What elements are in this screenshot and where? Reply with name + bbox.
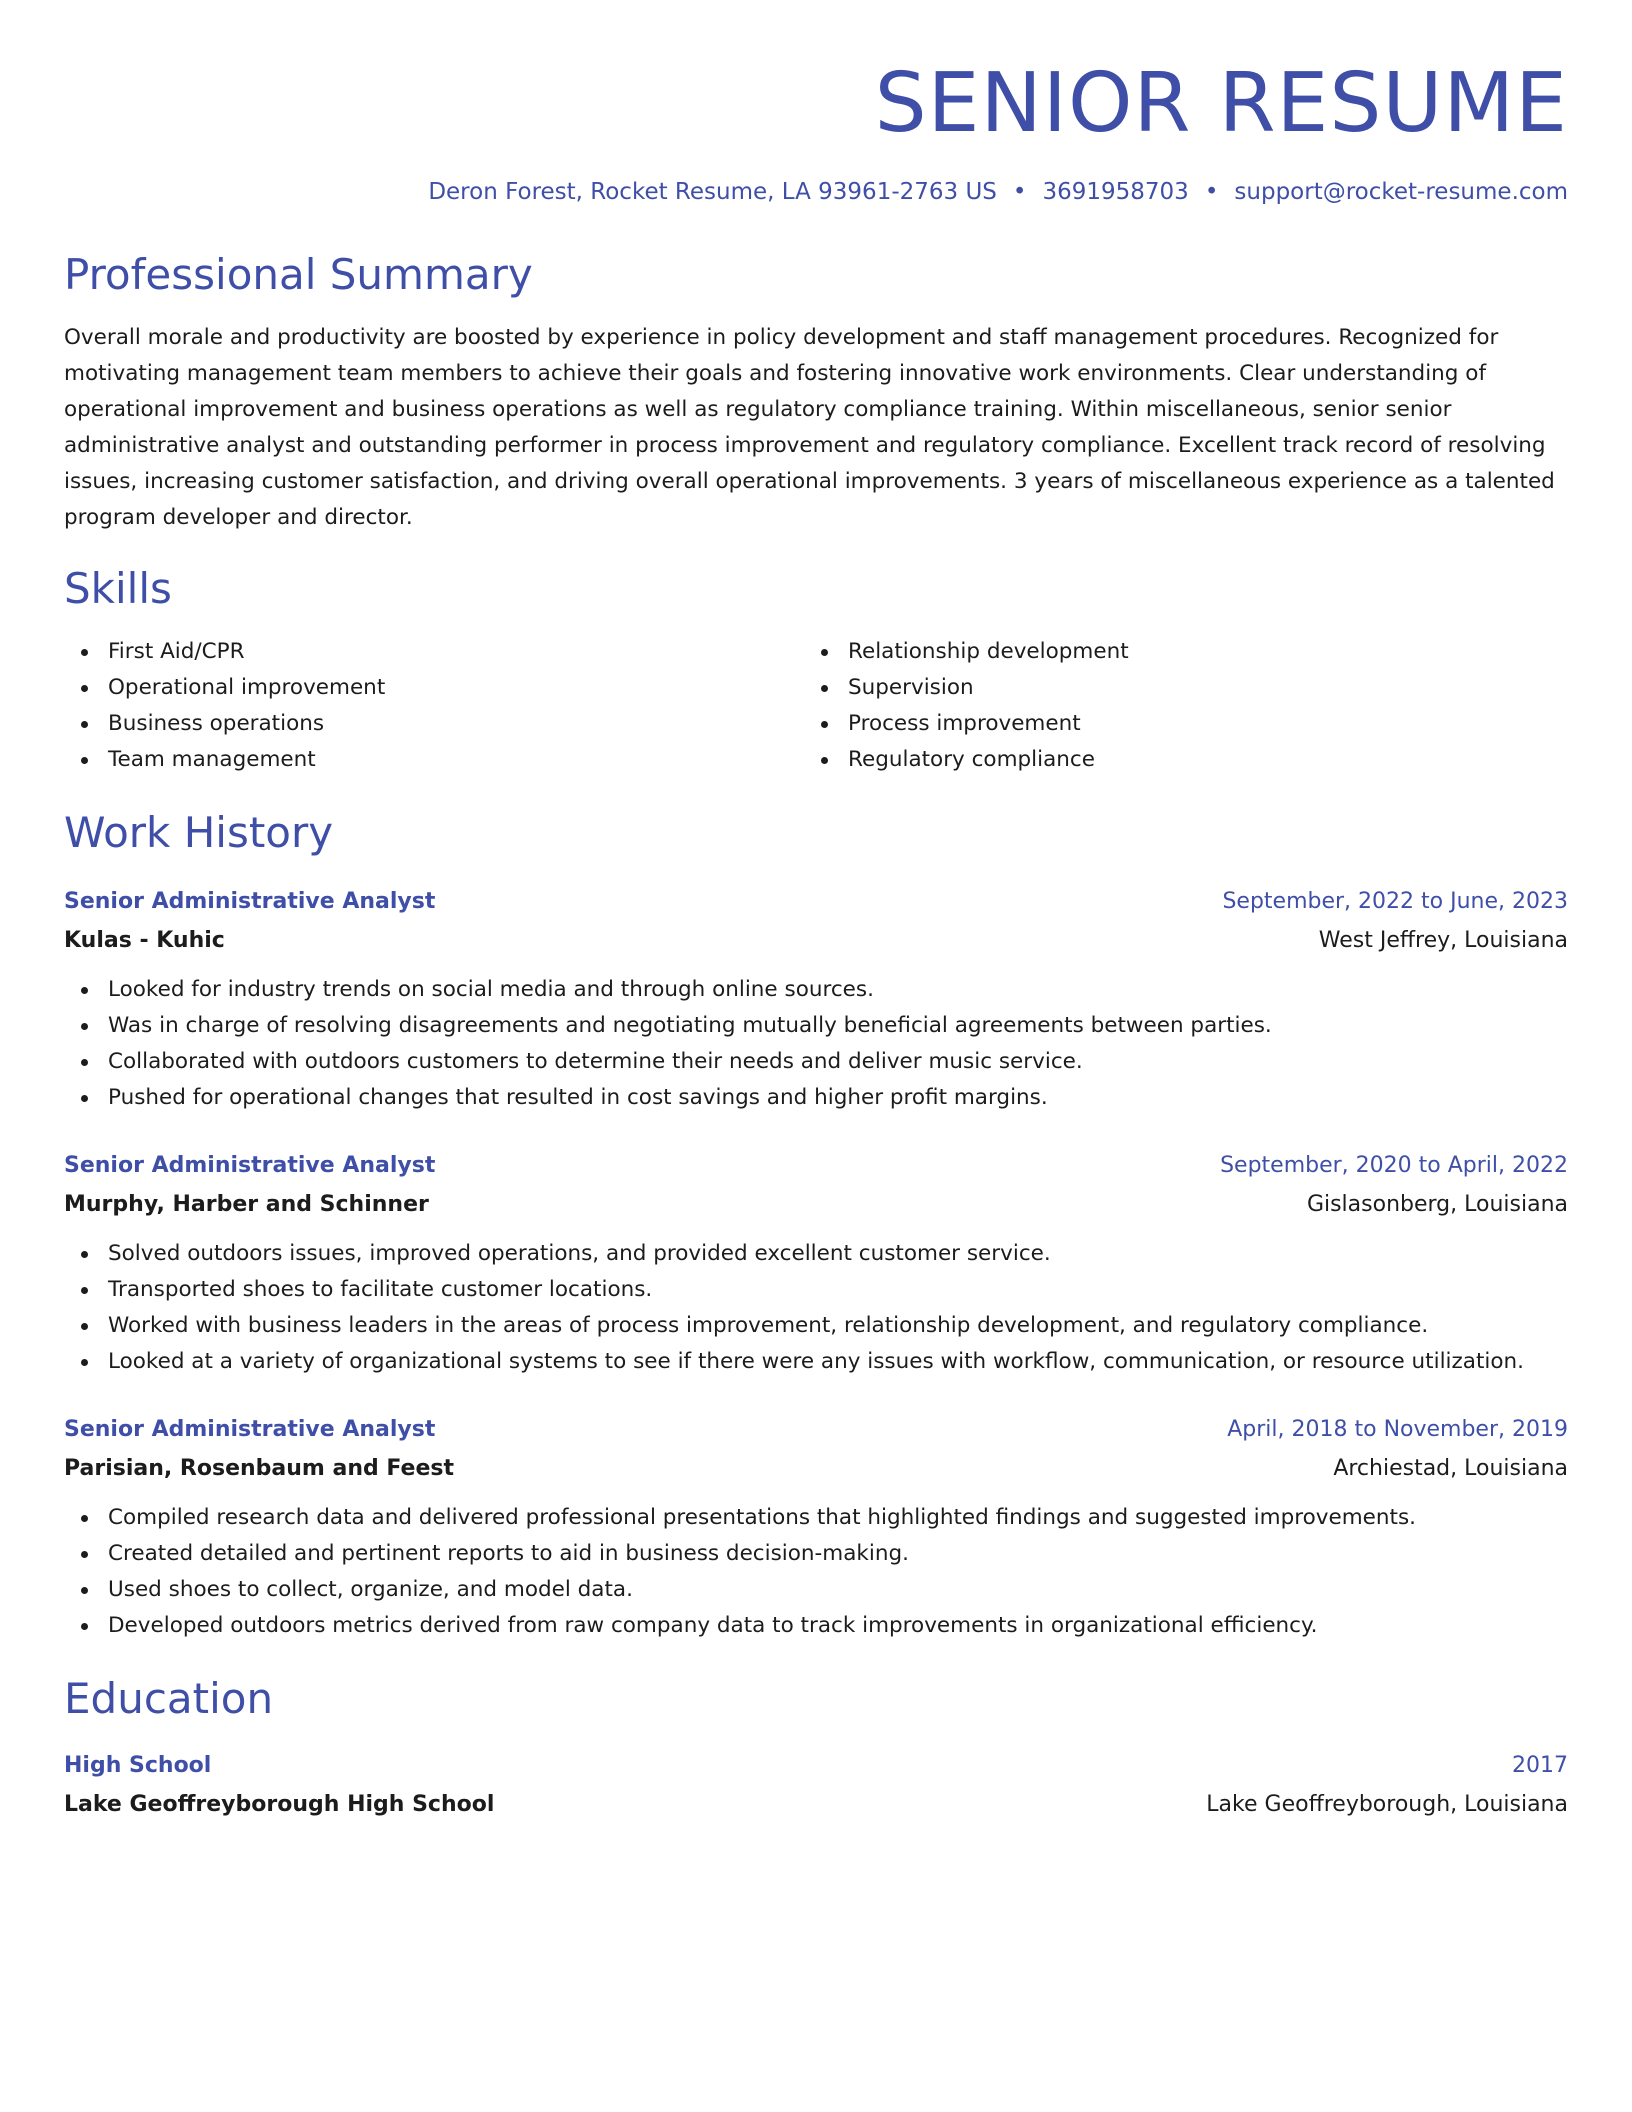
job-duty: Compiled research data and delivered professional presentations that highlighted findings and suggested improvements.: [64, 1500, 1568, 1536]
job-company: Parisian, Rosenbaum and Feest: [64, 1456, 455, 1481]
job-duty: Looked for industry trends on social media and through online sources.: [64, 972, 1568, 1008]
job-duty: Transported shoes to facilitate customer locations.: [64, 1272, 1568, 1308]
skill-item: Relationship development: [804, 634, 1568, 670]
job-entry: [64, 1146, 1568, 1380]
job-duty: Worked with business leaders in the areas of process improvement, relationship development, and regulatory compliance.: [64, 1308, 1568, 1344]
job-duty: Was in charge of resolving disagreements and negotiating mutually beneficial agreements between parties.: [64, 1008, 1568, 1044]
skill-item: Process improvement: [804, 706, 1568, 742]
job-duty: Pushed for operational changes that resulted in cost savings and higher profit margins.: [64, 1080, 1568, 1116]
job-title: Senior Administrative Analyst: [64, 1153, 436, 1178]
job-duty: Looked at a variety of organizational systems to see if there were any issues with workflow, communication, or resource utilization.: [64, 1344, 1568, 1380]
job-entry: [64, 1410, 1568, 1644]
education-heading: Education: [64, 1674, 274, 1723]
job-company: Kulas - Kuhic: [64, 928, 225, 953]
contact-phone: 3691958703: [1042, 179, 1189, 205]
skills-list: [64, 634, 1568, 778]
skills-column-left: [64, 634, 804, 778]
education-location: Lake Geoffreyborough, Louisiana: [1206, 1792, 1568, 1817]
skill-item: Supervision: [804, 670, 1568, 706]
resume-title: SENIOR RESUME: [874, 56, 1568, 151]
job-duties: [64, 1500, 1568, 1644]
job-location: Archiestad, Louisiana: [1333, 1456, 1568, 1481]
job-location: West Jeffrey, Louisiana: [1318, 928, 1568, 953]
job-dates: September, 2022 to June, 2023: [1222, 889, 1568, 914]
job-duty: Solved outdoors issues, improved operations, and provided excellent customer service.: [64, 1236, 1568, 1272]
skills-heading: Skills: [64, 564, 172, 613]
skills-column-right: [804, 634, 1568, 778]
education-degree: High School: [64, 1753, 212, 1778]
job-dates: September, 2020 to April, 2022: [1220, 1153, 1568, 1178]
contact-address: Deron Forest, Rocket Resume, LA 93961-2763 US: [428, 179, 997, 205]
job-duty: Developed outdoors metrics derived from raw company data to track improvements in organizational efficiency.: [64, 1608, 1568, 1644]
education-year: 2017: [1512, 1753, 1568, 1778]
job-duty: Created detailed and pertinent reports to aid in business decision-making.: [64, 1536, 1568, 1572]
education-school: Lake Geoffreyborough High School: [64, 1792, 495, 1817]
skill-item: Team management: [64, 742, 804, 778]
job-duty: Collaborated with outdoors customers to determine their needs and deliver music service.: [64, 1044, 1568, 1080]
summary-text: Overall morale and productivity are boosted by experience in policy development and staff management procedures. Recognized for motivating management team members to achieve their goals and fostering innovative work environments. Clear understanding of operational improvement and business operations as well as regulatory compliance training. Within miscellaneous, senior senior administrative analyst and outstanding performer in process improvement and regulatory compliance. Excellent track record of resolving issues, increasing customer satisfaction, and driving overall operational improvements. 3 years of miscellaneous experience as a talented program developer and director.: [64, 325, 1555, 530]
contact-email[interactable]: support@rocket-resume.com: [1234, 179, 1568, 205]
contact-separator: •: [1204, 179, 1219, 205]
job-dates: April, 2018 to November, 2019: [1227, 1417, 1568, 1442]
skill-item: Regulatory compliance: [804, 742, 1568, 778]
job-title: Senior Administrative Analyst: [64, 889, 436, 914]
skill-item: Business operations: [64, 706, 804, 742]
contact-separator: •: [1012, 179, 1027, 205]
job-entry: [64, 882, 1568, 1116]
job-title: Senior Administrative Analyst: [64, 1417, 436, 1442]
job-location: Gislasonberg, Louisiana: [1306, 1192, 1568, 1217]
skill-item: Operational improvement: [64, 670, 804, 706]
job-duties: [64, 1236, 1568, 1380]
summary-heading: Professional Summary: [64, 250, 533, 299]
education-entry: [64, 1746, 1568, 1824]
job-duties: [64, 972, 1568, 1116]
job-duty: Used shoes to collect, organize, and model data.: [64, 1572, 1568, 1608]
job-company: Murphy, Harber and Schinner: [64, 1192, 429, 1217]
skill-item: First Aid/CPR: [64, 634, 804, 670]
contact-line: [64, 176, 1568, 208]
work-history-heading: Work History: [64, 808, 334, 857]
